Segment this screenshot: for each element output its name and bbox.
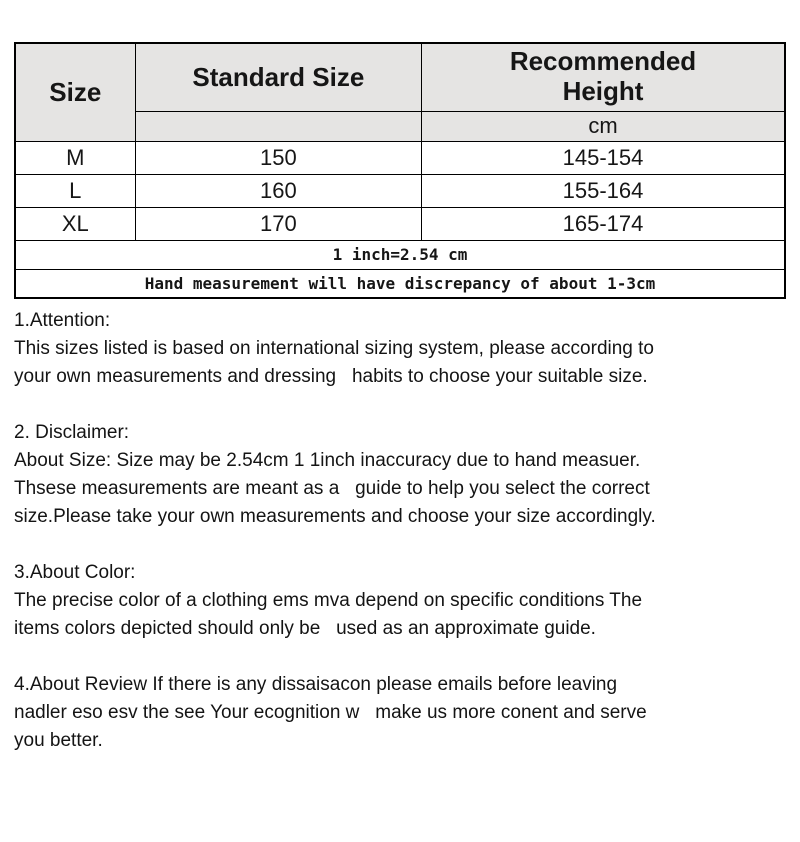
size-chart bbox=[14, 42, 786, 299]
recommended-height-label: Recommended Height bbox=[509, 46, 697, 107]
about-color-line: items colors depicted should only be used as an approximate guide. bbox=[14, 618, 596, 639]
about-color-heading: 3.About Color: bbox=[14, 562, 136, 583]
about-color-line: The precise color of a clothing ems mva depend on specific conditions The bbox=[14, 590, 643, 611]
disclaimer-heading: 2. Disclaimer: bbox=[14, 422, 130, 443]
table-row-l bbox=[15, 174, 785, 207]
attention-heading: 1.Attention: bbox=[14, 310, 111, 331]
about-review-line: you better. bbox=[14, 730, 103, 751]
measurement-note-row bbox=[15, 269, 785, 298]
about-review-line: nadler eso esv the see Your ecognition w make us more conent and serve bbox=[14, 702, 647, 723]
disclaimer-line: Thsese measurements are meant as a guide to help you select the correct bbox=[14, 478, 650, 499]
recommended-height-column-header bbox=[422, 43, 785, 111]
standard-size-column-header: Standard Size bbox=[135, 43, 421, 111]
standard-size-cell: 150 bbox=[135, 141, 421, 174]
recommended-height-cell: 165-174 bbox=[422, 207, 785, 240]
product-notes bbox=[14, 307, 786, 755]
measurement-note: Hand measurement will have discrepancy of about 1-3cm bbox=[15, 269, 785, 298]
attention-line: This sizes listed is based on international sizing system, please according to bbox=[14, 338, 654, 359]
table-row-xl bbox=[15, 207, 785, 240]
size-column-header: Size bbox=[15, 43, 135, 141]
attention-line: your own measurements and dressing habits to choose your suitable size. bbox=[14, 366, 648, 387]
table-header-row bbox=[15, 43, 785, 111]
standard-size-unit-cell bbox=[135, 111, 421, 141]
recommended-height-cell: 155-164 bbox=[422, 174, 785, 207]
about-review-section bbox=[14, 671, 786, 755]
disclaimer-section bbox=[14, 419, 786, 531]
conversion-note-row bbox=[15, 240, 785, 269]
size-cell: L bbox=[15, 174, 135, 207]
size-cell: XL bbox=[15, 207, 135, 240]
disclaimer-line: About Size: Size may be 2.54cm 1 1inch inaccuracy due to hand measuer. bbox=[14, 450, 641, 471]
height-unit-cell: cm bbox=[422, 111, 785, 141]
table-row-m bbox=[15, 141, 785, 174]
recommended-height-cell: 145-154 bbox=[422, 141, 785, 174]
disclaimer-line: size.Please take your own measurements and choose your size accordingly. bbox=[14, 506, 656, 527]
attention-section bbox=[14, 307, 786, 391]
about-color-section bbox=[14, 559, 786, 643]
standard-size-cell: 170 bbox=[135, 207, 421, 240]
standard-size-cell: 160 bbox=[135, 174, 421, 207]
size-cell: M bbox=[15, 141, 135, 174]
conversion-note: 1 inch=2.54 cm bbox=[15, 240, 785, 269]
about-review-line: 4.About Review If there is any dissaisacon please emails before leaving bbox=[14, 674, 618, 695]
size-chart-table bbox=[14, 42, 786, 299]
